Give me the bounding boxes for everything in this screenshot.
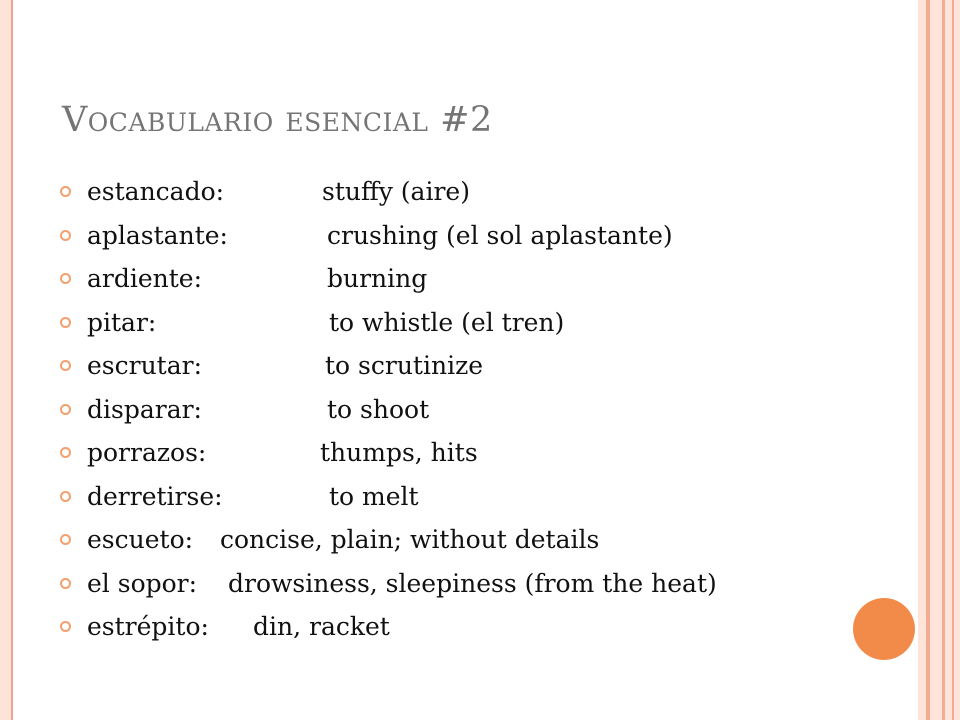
vocab-term: ardiente: bbox=[87, 264, 203, 294]
bullet-icon bbox=[60, 621, 71, 632]
bullet-icon bbox=[60, 273, 71, 284]
bullet-icon bbox=[60, 578, 71, 589]
bullet-icon bbox=[60, 317, 71, 328]
list-item bbox=[60, 562, 717, 606]
list-item bbox=[60, 170, 717, 214]
list-item bbox=[60, 475, 717, 519]
list-item bbox=[60, 344, 717, 388]
vocab-definition: concise, plain; without details bbox=[220, 525, 600, 555]
bullet-icon bbox=[60, 360, 71, 371]
vocab-definition: to melt bbox=[329, 481, 419, 511]
list-item bbox=[60, 301, 717, 345]
vocab-term: estancado: bbox=[87, 177, 225, 207]
vocab-definition: crushing (el sol aplastante) bbox=[327, 220, 673, 250]
right-border-stripe bbox=[942, 0, 945, 720]
bullet-icon bbox=[60, 186, 71, 197]
vocab-term: pitar: bbox=[87, 307, 157, 337]
vocab-term: aplastante: bbox=[87, 220, 228, 250]
vocab-definition: thumps, hits bbox=[320, 438, 478, 468]
list-item bbox=[60, 518, 717, 562]
vocab-term: derretirse: bbox=[87, 481, 223, 511]
vocab-term: escrutar: bbox=[87, 351, 203, 381]
list-item bbox=[60, 214, 717, 258]
list-item bbox=[60, 388, 717, 432]
vocab-definition: stuffy (aire) bbox=[322, 177, 470, 207]
vocab-definition: to shoot bbox=[327, 394, 430, 424]
vocabulary-list bbox=[60, 170, 717, 649]
vocab-definition: to whistle (el tren) bbox=[329, 307, 565, 337]
list-item bbox=[60, 605, 717, 649]
vocab-term: el sopor: bbox=[87, 568, 198, 598]
vocab-term: escueto: bbox=[87, 525, 194, 555]
right-border-stripe bbox=[926, 0, 930, 720]
vocab-definition: to scrutinize bbox=[325, 351, 484, 381]
bullet-icon bbox=[60, 491, 71, 502]
bullet-icon bbox=[60, 230, 71, 241]
bullet-icon bbox=[60, 447, 71, 458]
slide-title: Vocabulario esencial #2 bbox=[62, 100, 493, 140]
vocab-term: porrazos: bbox=[87, 438, 207, 468]
right-border-decoration bbox=[918, 0, 960, 720]
left-border-decoration bbox=[0, 0, 13, 720]
vocab-definition: burning bbox=[327, 264, 428, 294]
bullet-icon bbox=[60, 404, 71, 415]
bullet-icon bbox=[60, 534, 71, 545]
vocab-definition: drowsiness, sleepiness (from the heat) bbox=[228, 568, 717, 598]
vocab-term: disparar: bbox=[87, 394, 202, 424]
vocab-definition: din, racket bbox=[253, 612, 390, 642]
right-border-stripe bbox=[952, 0, 954, 720]
vocab-term: estrépito: bbox=[87, 612, 209, 642]
list-item bbox=[60, 431, 717, 475]
list-item bbox=[60, 257, 717, 301]
decorative-circle bbox=[853, 598, 915, 660]
